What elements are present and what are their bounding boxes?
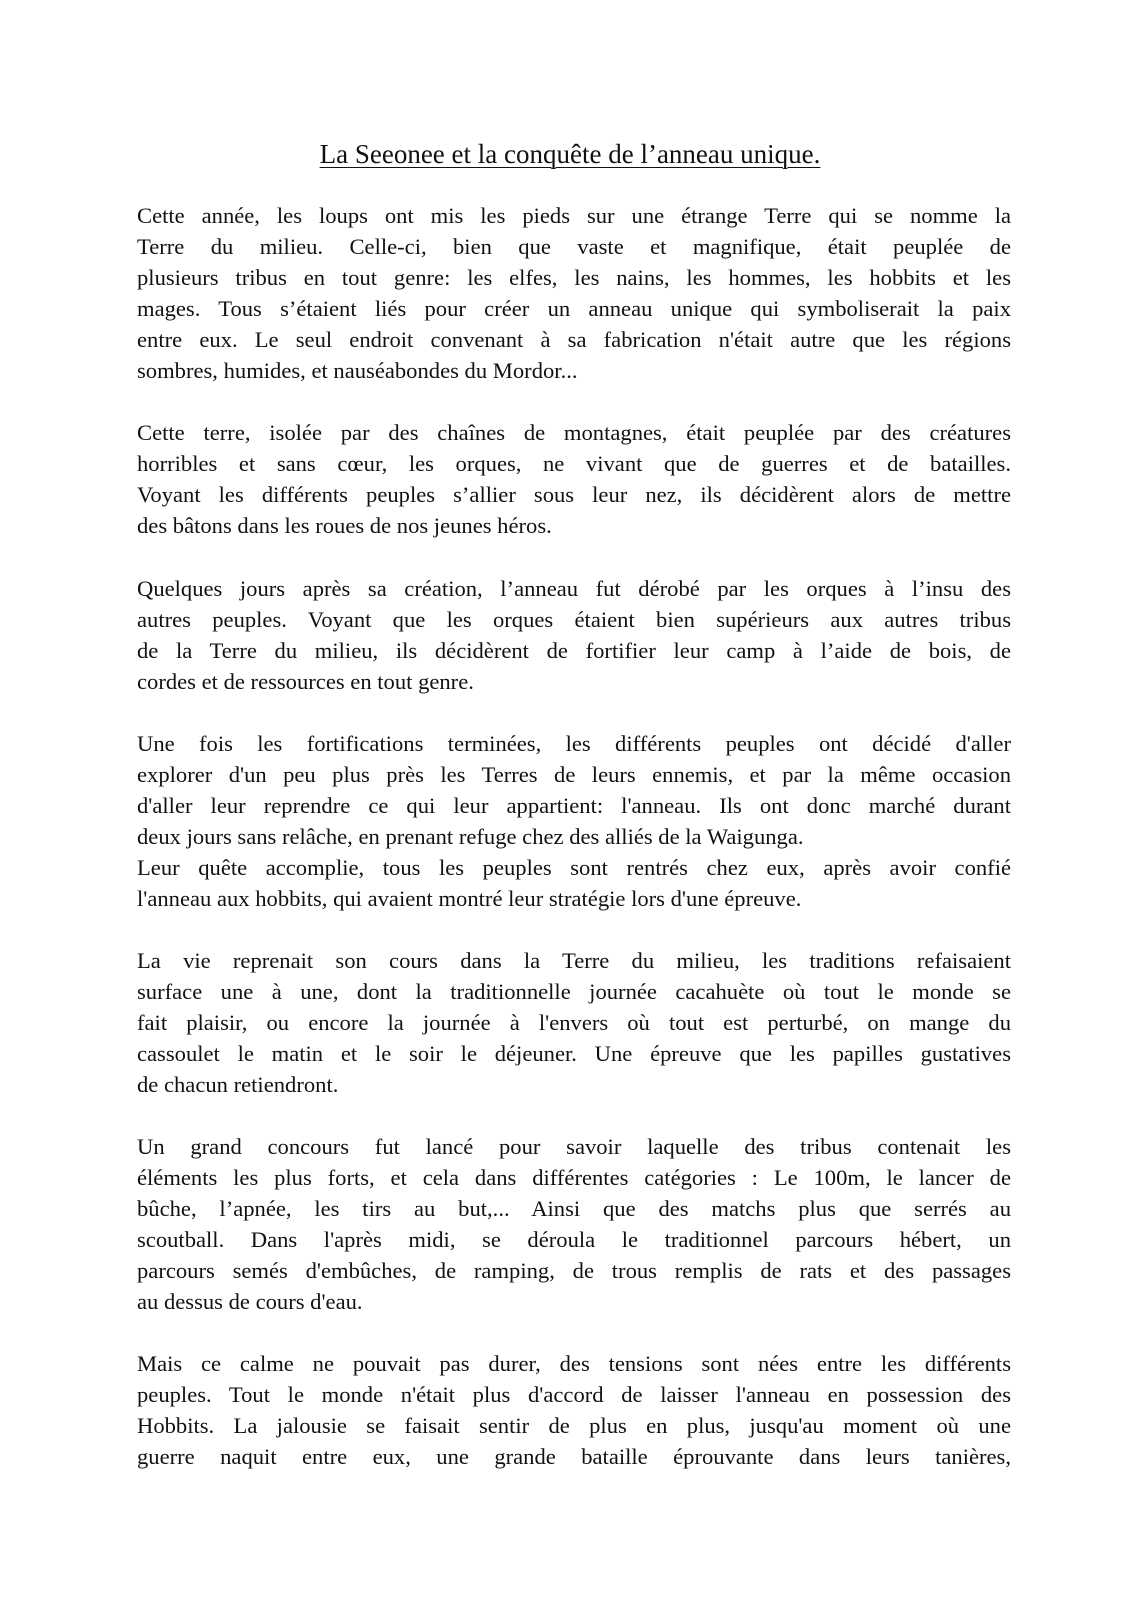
paragraph-7 bbox=[137, 1348, 1011, 1472]
paragraph-line: La vie reprenait son cours dans la Terre du milieu, les traditions refaisaient bbox=[137, 948, 1011, 973]
paragraph-line: de la Terre du milieu, ils décidèrent de fortifier leur camp à l’aide de bois, de bbox=[137, 638, 1011, 663]
paragraph-4 bbox=[137, 728, 1011, 914]
paragraph-line: cassoulet le matin et le soir le déjeuner. Une épreuve que les papilles gustatives bbox=[137, 1041, 1011, 1066]
paragraph-line: fait plaisir, ou encore la journée à l'envers où tout est perturbé, on mange du bbox=[137, 1010, 1011, 1035]
document-title: La Seeonee et la conquête de l’anneau unique. bbox=[319, 139, 821, 169]
paragraph-line: au dessus de cours d'eau. bbox=[137, 1289, 363, 1314]
paragraph-1 bbox=[137, 200, 1011, 386]
paragraph-line: Cette terre, isolée par des chaînes de montagnes, était peuplée par des créatures bbox=[137, 420, 1011, 445]
paragraph-line: deux jours sans relâche, en prenant refuge chez des alliés de la Waigunga. bbox=[137, 824, 804, 849]
paragraph-line: Un grand concours fut lancé pour savoir laquelle des tribus contenait les bbox=[137, 1134, 1011, 1159]
paragraph-line: sombres, humides, et nauséabondes du Mordor... bbox=[137, 358, 578, 383]
paragraph-line: entre eux. Le seul endroit convenant à sa fabrication n'était autre que les régions bbox=[137, 327, 1011, 352]
paragraph-line: éléments les plus forts, et cela dans différentes catégories : Le 100m, le lancer de bbox=[137, 1165, 1011, 1190]
paragraph-line: peuples. Tout le monde n'était plus d'accord de laisser l'anneau en possession des bbox=[137, 1382, 1011, 1407]
paragraph-line: Terre du milieu. Celle-ci, bien que vaste et magnifique, était peuplée de bbox=[137, 234, 1011, 259]
paragraph-5 bbox=[137, 945, 1011, 1100]
paragraph-line: Quelques jours après sa création, l’anneau fut dérobé par les orques à l’insu des bbox=[137, 576, 1011, 601]
paragraph-line: explorer d'un peu plus près les Terres de leurs ennemis, et par la même occasion bbox=[137, 762, 1011, 787]
paragraph-3 bbox=[137, 573, 1011, 697]
paragraph-line: Voyant les différents peuples s’allier sous leur nez, ils décidèrent alors de mettre bbox=[137, 482, 1011, 507]
paragraph-line: horribles et sans cœur, les orques, ne vivant que de guerres et de batailles. bbox=[137, 451, 1011, 476]
paragraph-line: mages. Tous s’étaient liés pour créer un anneau unique qui symboliserait la paix bbox=[137, 296, 1011, 321]
paragraph-line: autres peuples. Voyant que les orques étaient bien supérieurs aux autres tribus bbox=[137, 607, 1011, 632]
paragraph-line: cordes et de ressources en tout genre. bbox=[137, 669, 474, 694]
paragraph-line: d'aller leur reprendre ce qui leur appartient: l'anneau. Ils ont donc marché durant bbox=[137, 793, 1011, 818]
paragraph-line: bûche, l’apnée, les tirs au but,... Ainsi que des matchs plus que serrés au bbox=[137, 1196, 1011, 1221]
paragraph-line: l'anneau aux hobbits, qui avaient montré leur stratégie lors d'une épreuve. bbox=[137, 886, 802, 911]
paragraph-2 bbox=[137, 417, 1011, 541]
paragraph-line: des bâtons dans les roues de nos jeunes héros. bbox=[137, 513, 552, 538]
paragraph-line: scoutball. Dans l'après midi, se déroula le traditionnel parcours hébert, un bbox=[137, 1227, 1011, 1252]
paragraph-line: Hobbits. La jalousie se faisait sentir de plus en plus, jusqu'au moment où une bbox=[137, 1413, 1011, 1438]
paragraph-line: parcours semés d'embûches, de ramping, de trous remplis de rats et des passages bbox=[137, 1258, 1011, 1283]
paragraph-6 bbox=[137, 1131, 1011, 1317]
paragraph-line: Une fois les fortifications terminées, les différents peuples ont décidé d'aller bbox=[137, 731, 1011, 756]
paragraph-line: de chacun retiendront. bbox=[137, 1072, 339, 1097]
paragraph-line: Leur quête accomplie, tous les peuples sont rentrés chez eux, après avoir confié bbox=[137, 855, 1011, 880]
paragraph-line: Cette année, les loups ont mis les pieds sur une étrange Terre qui se nomme la bbox=[137, 203, 1011, 228]
paragraph-line: surface une à une, dont la traditionnelle journée cacahuète où tout le monde se bbox=[137, 979, 1011, 1004]
paragraph-line: plusieurs tribus en tout genre: les elfes, les nains, les hommes, les hobbits et les bbox=[137, 265, 1011, 290]
paragraph-line: Mais ce calme ne pouvait pas durer, des tensions sont nées entre les différents bbox=[137, 1351, 1011, 1376]
paragraph-line: guerre naquit entre eux, une grande bataille éprouvante dans leurs tanières, bbox=[137, 1444, 1011, 1469]
